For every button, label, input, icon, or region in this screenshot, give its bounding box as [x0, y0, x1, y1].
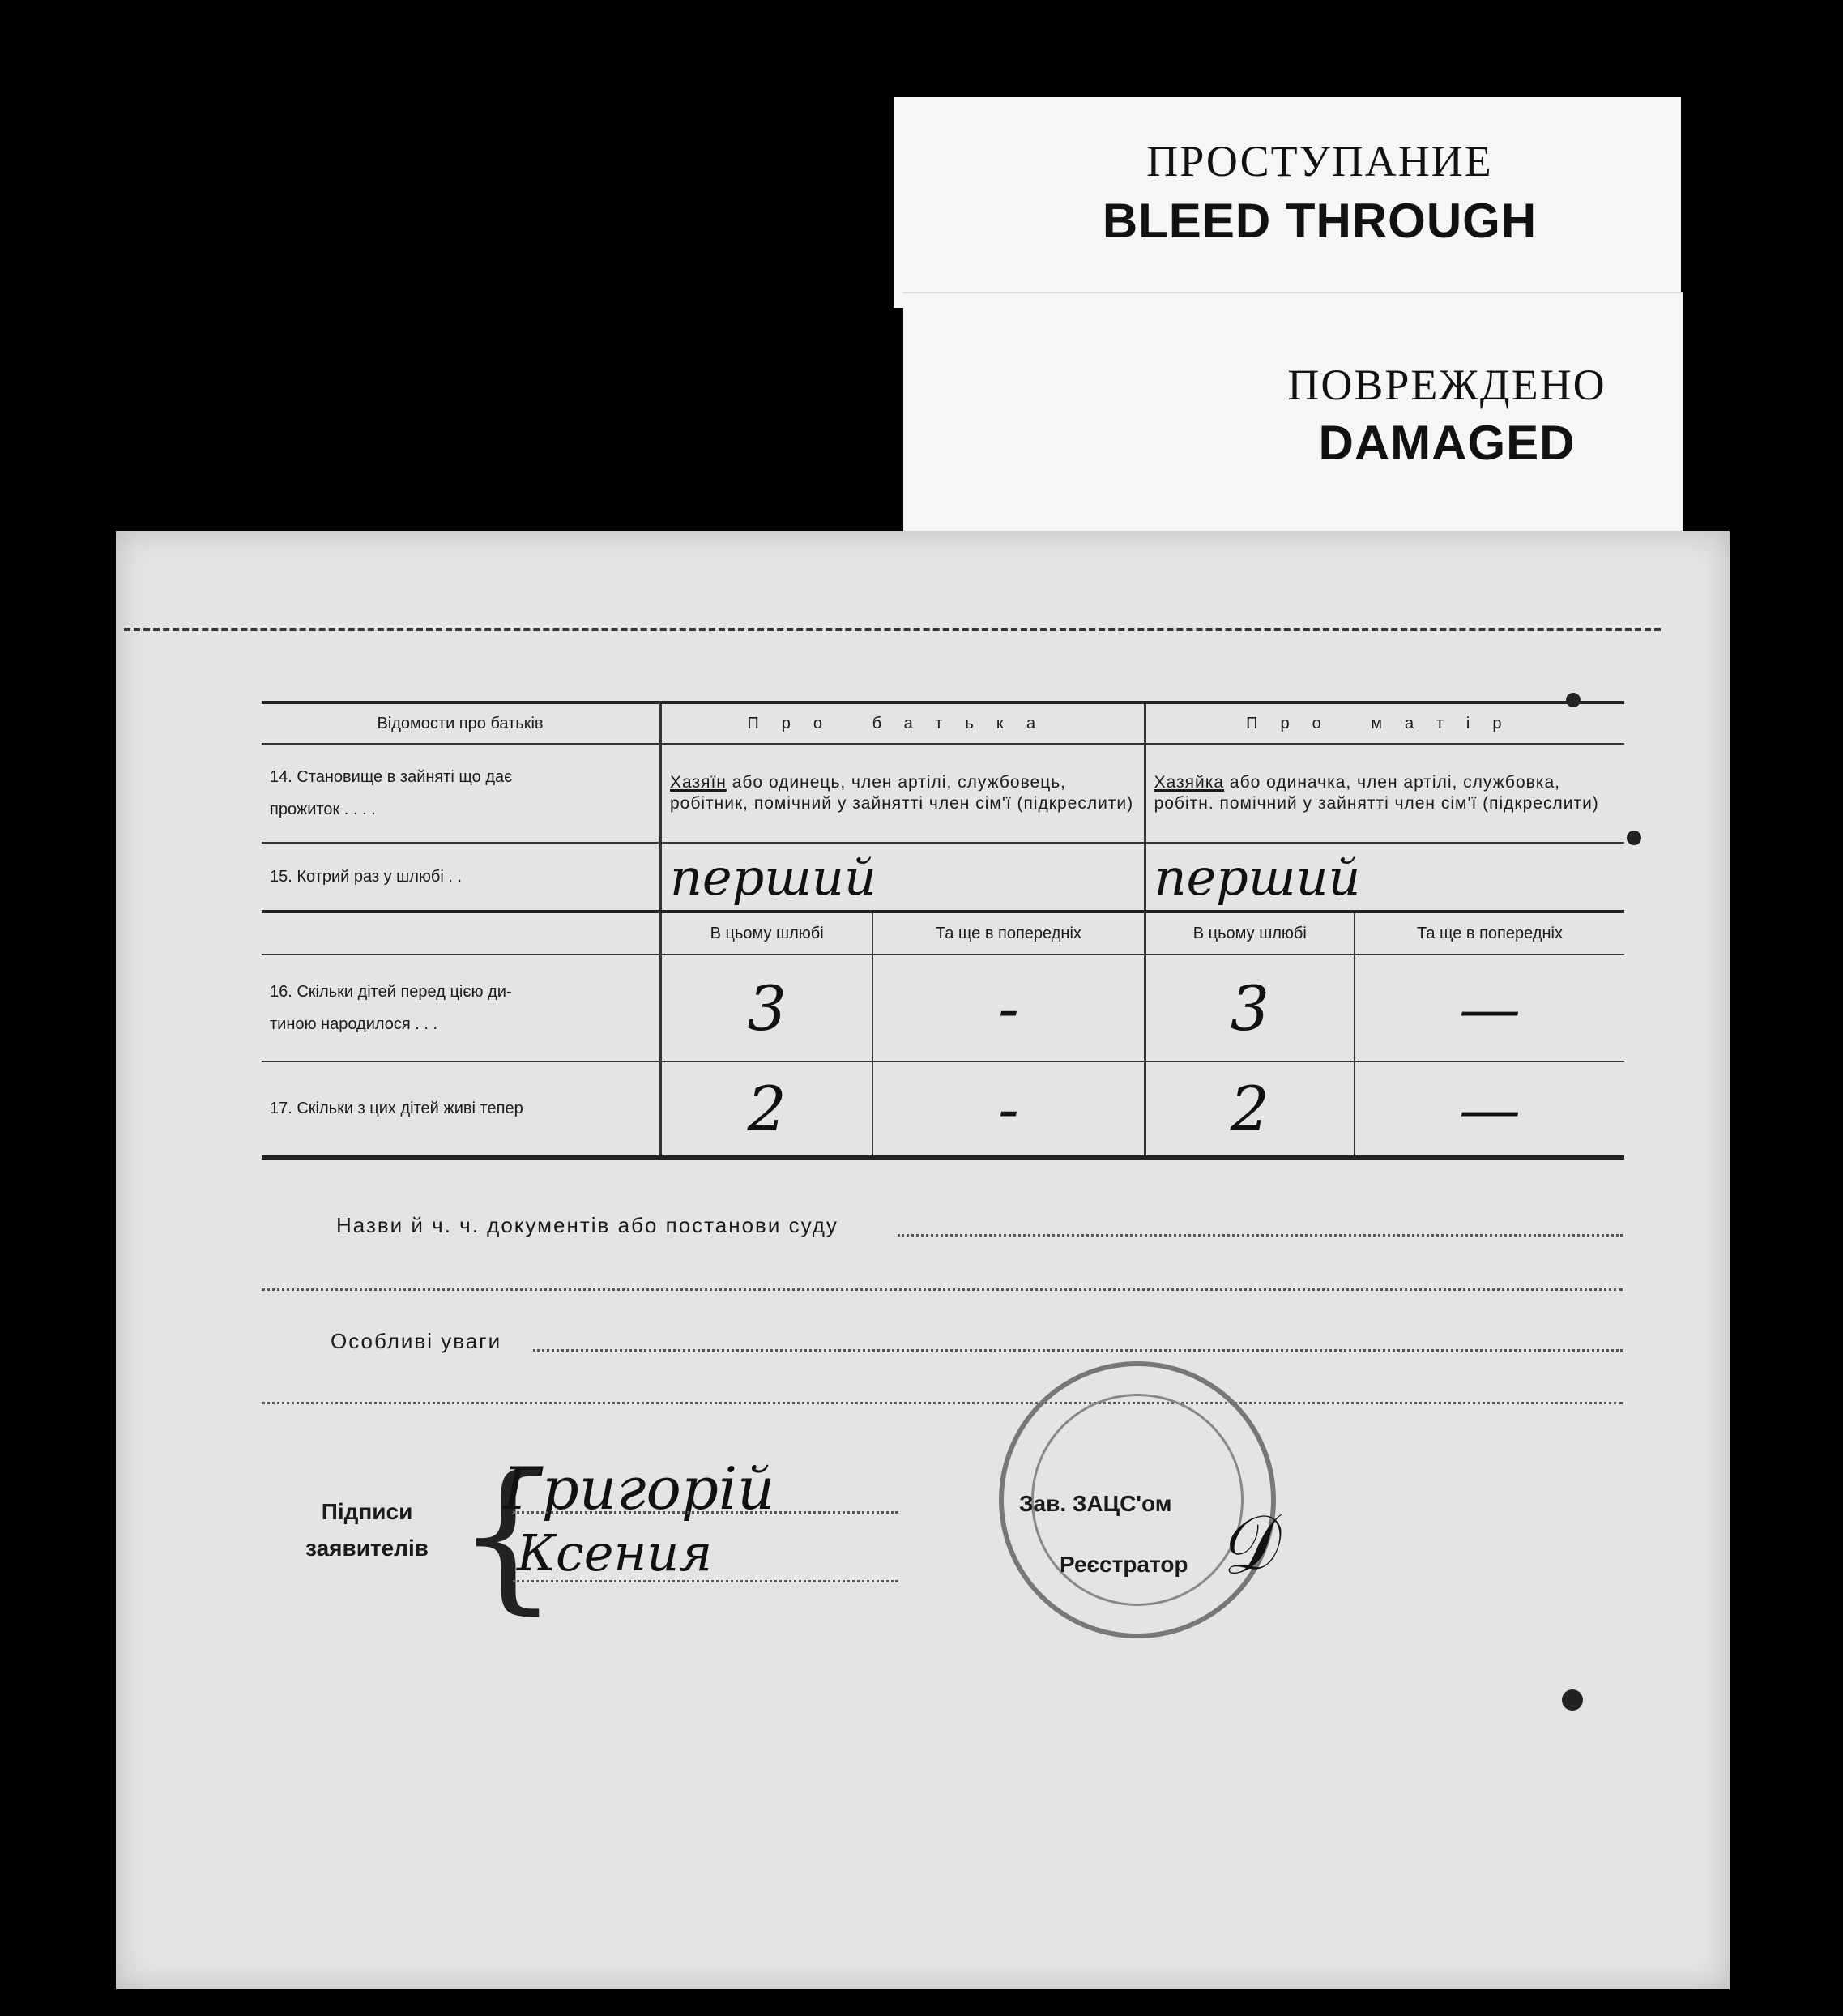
signatures-label-line1: Підписи — [321, 1499, 413, 1524]
father-children-living-this: 2 — [660, 1061, 872, 1158]
table-row-marriage-count — [262, 843, 1624, 912]
mother-occupation-underlined: Хазяйка — [1154, 773, 1225, 792]
signatures-brace: { — [456, 1441, 560, 1629]
mother-children-born-this: 3 — [1145, 955, 1355, 1061]
table-row-children-living — [262, 1061, 1624, 1158]
registrar-label: Реєстратор — [1060, 1552, 1188, 1577]
punch-hole — [1627, 831, 1641, 845]
header-mother: Про матір — [1145, 703, 1624, 744]
row15-label: 15. Котрий раз у шлюбі . . — [262, 843, 660, 912]
table-row-occupation — [262, 744, 1624, 843]
father-occupation-underlined: Хазяїн — [670, 773, 727, 792]
subheader-mother-previous: Та ще в попередніх — [1355, 912, 1624, 955]
documents-dotted-line-2 — [262, 1288, 1623, 1291]
damaged-label-card — [903, 292, 1683, 536]
signatures-label-line2: заявителів — [305, 1535, 429, 1561]
form-sheet — [116, 531, 1730, 1989]
table-row-children-born — [262, 955, 1624, 1061]
registrar-signature-mark: 𝒟 — [1209, 1497, 1284, 1594]
mother-marriage-count: перший — [1145, 843, 1624, 912]
father-children-born-this: 3 — [660, 955, 872, 1061]
remarks-dotted-line — [533, 1349, 1623, 1352]
row16-label-line2: тиною народилося . . . — [270, 1015, 438, 1033]
bleed-through-en-text: BLEED THROUGH — [1102, 194, 1538, 248]
damaged-ru-text: ПОВРЕЖДЕНО — [1287, 361, 1606, 409]
zags-head-label: Зав. ЗАЦС'ом — [1019, 1491, 1172, 1516]
mother-children-living-previous: — — [1355, 1061, 1624, 1158]
subheader-father-previous: Та ще в попередніх — [872, 912, 1145, 955]
mother-children-living-this: 2 — [1145, 1061, 1355, 1158]
documents-label: Назви й ч. ч. документів або постанови суду — [336, 1213, 838, 1237]
signature2-dotted-line — [513, 1580, 898, 1582]
row17-label: 17. Скільки з цих дітей живі тепер — [262, 1061, 660, 1158]
father-children-born-previous: - — [872, 955, 1145, 1061]
row14-label-line1: 14. Становище в зайняті що дає — [270, 768, 513, 786]
table-header-row — [262, 703, 1624, 744]
header-parents-info: Відомости про батьків — [262, 703, 660, 744]
punch-hole — [1562, 1689, 1583, 1711]
header-father: Про батька — [660, 703, 1145, 744]
subheader-mother-this: В цьому шлюбі — [1145, 912, 1355, 955]
signature1-dotted-line — [513, 1511, 898, 1514]
row14-label-line2: прожиток . . . . — [270, 801, 376, 818]
table-subheader-row — [262, 912, 1624, 955]
father-marriage-count: перший — [660, 843, 1145, 912]
remarks-label: Особливі уваги — [331, 1329, 502, 1353]
parents-info-table — [262, 701, 1624, 1160]
bleed-through-ru-text: ПРОСТУПАНИЕ — [1146, 137, 1493, 186]
mother-children-born-previous: — — [1355, 955, 1624, 1061]
remarks-dotted-line-2 — [262, 1402, 1623, 1404]
father-children-living-previous: - — [872, 1061, 1145, 1158]
signature-applicant-2: Ксения — [517, 1523, 713, 1582]
bleed-through-label-card — [894, 97, 1681, 308]
documents-dotted-line — [898, 1234, 1623, 1237]
signature-applicant-1: Григорій — [503, 1454, 775, 1523]
mother-occupation-options: або одиначка, член артілі, службовка, робітн. помічний у зайнятті член сім'ї (підкреслити) — [1154, 773, 1599, 813]
perforation-line — [124, 628, 1661, 631]
damaged-en-text: DAMAGED — [1318, 416, 1576, 470]
subheader-father-this: В цьому шлюбі — [660, 912, 872, 955]
father-occupation-options: або одинець, член артілі, службовець, робітник, помічний у зайнятті член сім'ї (підкреслити) — [670, 773, 1134, 813]
row16-label-line1: 16. Скільки дітей перед цією ди- — [270, 983, 512, 1001]
